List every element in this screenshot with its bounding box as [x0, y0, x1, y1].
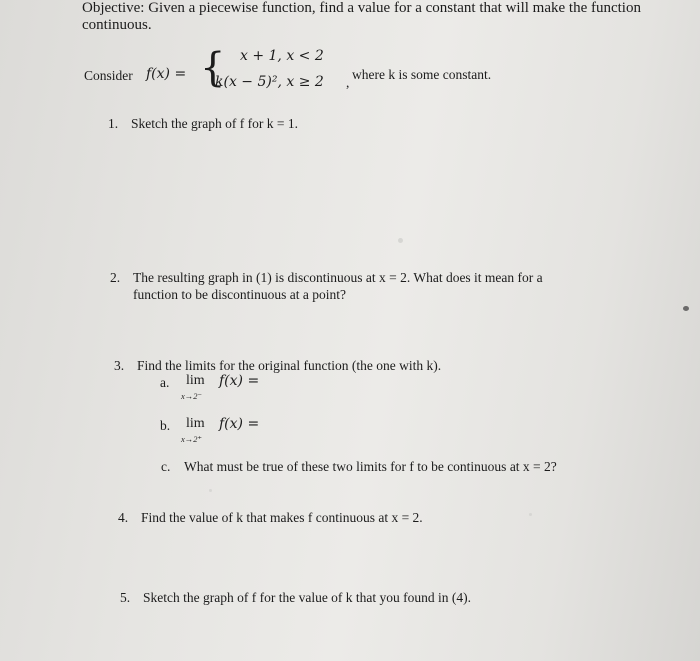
- question-4-text: Find the value of k that makes f continuous at x = 2.: [141, 510, 423, 525]
- objective-text: Objective: Given a piecewise function, find a value for a constant that will make the function continuous.: [82, 0, 641, 33]
- question-1-text: Sketch the graph of f for k = 1.: [131, 116, 298, 131]
- question-4-number: 4.: [118, 510, 129, 525]
- question-3-text: Find the limits for the original function (the one with k).: [137, 358, 442, 373]
- function-lhs: f(x) =: [146, 66, 187, 82]
- piecewise-comma: ,: [346, 75, 350, 90]
- part-b-lim-subscript: x→2⁺: [181, 434, 203, 444]
- part-b-expression: f(x) =: [219, 416, 260, 432]
- question-3-number: 3.: [114, 358, 125, 373]
- question-5-text: Sketch the graph of f for the value of k that you found in (4).: [143, 590, 472, 605]
- part-a-expression: f(x) =: [219, 373, 260, 389]
- part-a-lim-subscript: x→2⁻: [181, 391, 203, 401]
- part-b-lim: lim: [186, 416, 205, 431]
- paper-speck: [529, 513, 532, 516]
- part-a-label: a.: [160, 375, 170, 390]
- question-1-number: 1.: [108, 116, 119, 131]
- paper-mark: [683, 306, 689, 311]
- question-5-number: 5.: [120, 590, 131, 605]
- part-c-text: What must be true of these two limits for f to be continuous at x = 2?: [184, 459, 557, 474]
- piecewise-case-1: x + 1, x < 2: [240, 48, 324, 64]
- question-2-number: 2.: [110, 270, 121, 285]
- piecewise-case-2: k(x − 5)², x ≥ 2: [215, 74, 324, 90]
- question-2-line-2: function to be discontinuous at a point?: [133, 287, 346, 302]
- part-c-label: c.: [161, 459, 171, 474]
- paper-smudge: [398, 238, 403, 243]
- piecewise-brace: {: [200, 45, 226, 91]
- consider-label: Consider: [84, 68, 133, 83]
- definition-suffix: where k is some constant.: [352, 67, 492, 82]
- paper-speck: [209, 489, 212, 492]
- question-2-line-1: The resulting graph in (1) is discontinuous at x = 2. What does it mean for a: [133, 270, 543, 285]
- part-a-lim: lim: [186, 373, 205, 388]
- part-b-label: b.: [160, 418, 171, 433]
